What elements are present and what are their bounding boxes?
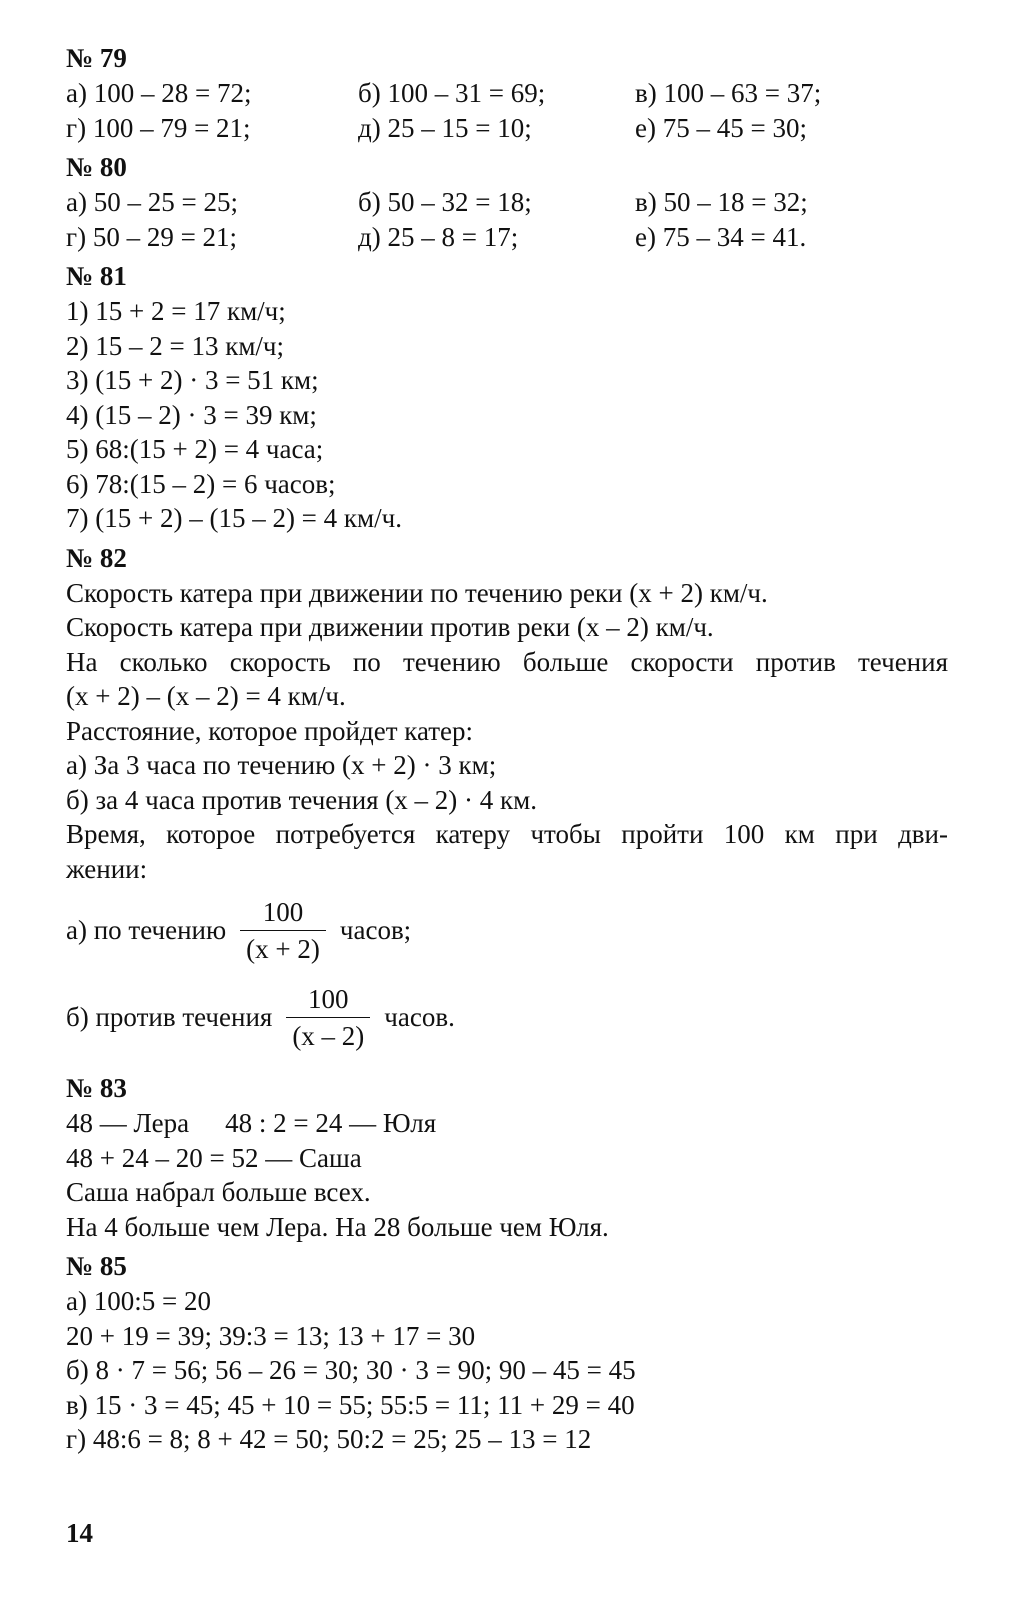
- problem-83-title: № 83: [66, 1073, 127, 1103]
- lera-value: 48 — Лера: [66, 1108, 190, 1138]
- problem-80-title: № 80: [66, 152, 127, 182]
- fraction-line-a: [66, 896, 966, 965]
- problem-79-row: [66, 111, 966, 146]
- fraction: [240, 896, 326, 965]
- text-line: Скорость катера при движении против реки (x – 2) км/ч.: [66, 612, 714, 642]
- fraction-line-b: [66, 983, 966, 1052]
- solution-line: 3) (15 + 2) · 3 = 51 км;: [66, 365, 319, 395]
- answer-b: б) 100 – 31 = 69;: [358, 78, 546, 108]
- problem-85-title: № 85: [66, 1251, 127, 1281]
- answer-g: г) 50 – 29 = 21;: [66, 221, 238, 252]
- fraction-numerator: 100: [262, 897, 304, 927]
- answer-g: г) 100 – 79 = 21;: [66, 112, 251, 143]
- answer-b: б) 50 – 32 = 18;: [358, 187, 532, 217]
- solution-line: а) 100:5 = 20: [66, 1286, 211, 1316]
- problem-79-row: [66, 76, 966, 111]
- text-line: На 4 больше чем Лера. На 28 больше чем Юля.: [66, 1211, 609, 1242]
- problem-81: [66, 258, 966, 536]
- yulya-value: 48 : 2 = 24 — Юля: [225, 1108, 437, 1138]
- fraction-denominator: (x – 2): [286, 1017, 370, 1052]
- solution-line: 20 + 19 = 39; 39:3 = 13; 13 + 17 = 30: [66, 1320, 476, 1351]
- problem-81-title: № 81: [66, 261, 127, 291]
- problem-85: [66, 1248, 966, 1457]
- text-line: Расстояние, которое пройдет катер:: [66, 715, 474, 746]
- problem-80-row: [66, 185, 966, 220]
- fraction-numerator: 100: [308, 984, 349, 1014]
- solution-line: 2) 15 – 2 = 13 км/ч;: [66, 330, 285, 361]
- answer-d: д) 25 – 15 = 10;: [358, 112, 532, 143]
- solution-line: б) 8 · 7 = 56; 56 – 26 = 30; 30 · 3 = 90; 90 – 45 = 45: [66, 1355, 636, 1385]
- answer-e: е) 75 – 45 = 30;: [635, 112, 807, 143]
- text-line: 48 + 24 – 20 = 52 — Саша: [66, 1142, 362, 1173]
- solution-line: 4) (15 – 2) · 3 = 39 км;: [66, 399, 317, 430]
- answer-d: д) 25 – 8 = 17;: [358, 221, 519, 252]
- text-line: б) за 4 часа против течения (x – 2) · 4 км.: [66, 784, 537, 815]
- solution-line: 5) 68:(15 + 2) = 4 часа;: [66, 434, 324, 464]
- problem-79-title: № 79: [66, 43, 127, 73]
- fraction-denominator: (x + 2): [240, 930, 326, 965]
- fraction: [286, 983, 370, 1052]
- solution-line: в) 15 · 3 = 45; 45 + 10 = 55; 55:5 = 11; 11 + 29 = 40: [66, 1389, 635, 1420]
- solution-line: г) 48:6 = 8; 8 + 42 = 50; 50:2 = 25; 25 – 13 = 12: [66, 1424, 592, 1454]
- answer-v: в) 100 – 63 = 37;: [635, 78, 822, 108]
- problem-79: [66, 40, 966, 145]
- text-line: жении:: [66, 853, 148, 884]
- problem-82-title: № 82: [66, 542, 127, 573]
- problem-82: [66, 540, 966, 1053]
- answer-e: е) 75 – 34 = 41.: [635, 221, 807, 252]
- text-line: Саша набрал больше всех.: [66, 1177, 371, 1207]
- problem-80-row: [66, 220, 966, 255]
- text-line: Скорость катера при движении по течению реки (x + 2) км/ч.: [66, 577, 768, 608]
- answer-v: в) 50 – 18 = 32;: [635, 187, 808, 217]
- fraction-suffix: часов.: [384, 1002, 455, 1032]
- document-page: [66, 40, 966, 1457]
- text-line: На сколько скорость по течению больше скорости против течения: [66, 646, 948, 677]
- answer-a: а) 100 – 28 = 72;: [66, 78, 252, 108]
- fraction-prefix: б) против течения: [66, 1002, 273, 1032]
- text-line: (x + 2) – (x – 2) = 4 км/ч.: [66, 681, 346, 711]
- text-line: [66, 1106, 966, 1141]
- solution-line: 6) 78:(15 – 2) = 6 часов;: [66, 468, 336, 499]
- problem-80: [66, 149, 966, 254]
- solution-line: 7) (15 + 2) – (15 – 2) = 4 км/ч.: [66, 503, 402, 533]
- page-number: 14: [66, 1518, 93, 1548]
- text-line: а) За 3 часа по течению (x + 2) · 3 км;: [66, 750, 497, 780]
- fraction-prefix: а) по течению: [66, 915, 227, 945]
- answer-a: а) 50 – 25 = 25;: [66, 187, 238, 217]
- fraction-suffix: часов;: [339, 915, 412, 945]
- text-line: Время, которое потребуется катеру чтобы пройти 100 км при дви-: [66, 819, 948, 849]
- problem-83: [66, 1070, 966, 1244]
- solution-line: 1) 15 + 2 = 17 км/ч;: [66, 296, 286, 326]
